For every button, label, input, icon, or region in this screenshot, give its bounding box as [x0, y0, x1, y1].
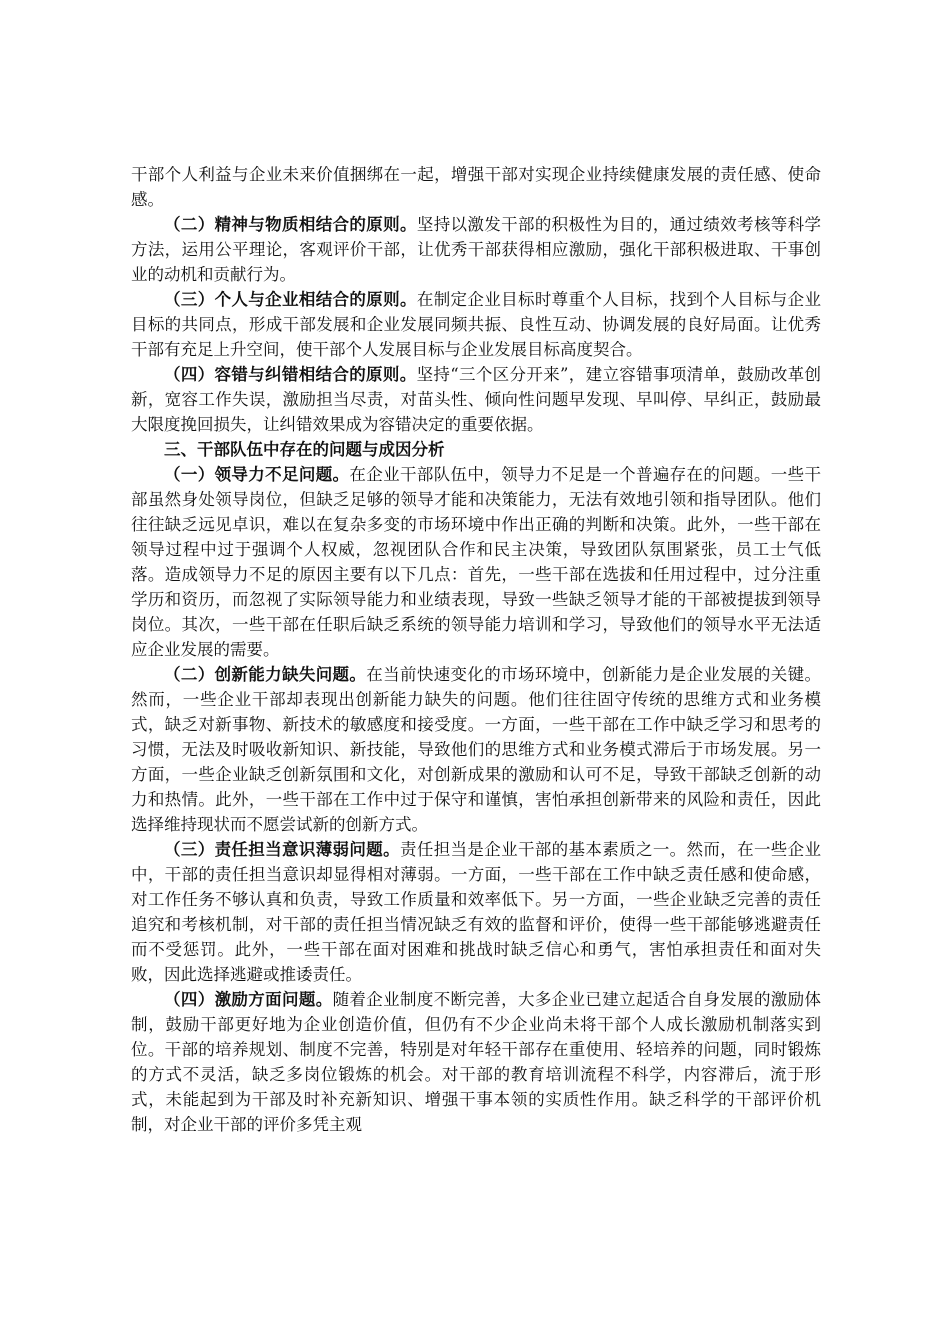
principle-3-paragraph: [131, 287, 821, 362]
section-heading: 三、干部队伍中存在的问题与成因分析: [164, 440, 445, 459]
problem-1-body: 在企业干部队伍中，领导力不足是一个普遍存在的问题。一些干部虽然身处领导岗位，但缺乏足够的领导才能和决策能力，无法有效地引领和指导团队。他们往往缺乏远见卓识，难以在复杂多变的市场环境中作出正确的判断和决策。此外，一些干部在领导过程中过于强调个人权威，忽视团队合作和民主决策，导致团队氛围紧张，员工士气低落。造成领导力不足的原因主要有以下几点：首先，一些干部在选拔和任用过程中，过分注重学历和资历，而忽视了实际领导能力和业绩表现，导致一些缺乏领导才能的干部被提拔到领导岗位。其次，一些干部在任职后缺乏系统的领导能力培训和学习，导致他们的领导水平无法适应企业发展的需要。: [131, 465, 822, 659]
principle-2-body: 坚持以激发干部的积极性为目的，通过绩效考核等科学方法，运用公平理论，客观评价干部，让优秀干部获得相应激励，强化干部积极进取、干事创业的动机和贡献行为。: [131, 215, 822, 284]
principle-3-body: 在制定企业目标时尊重个人目标，找到个人目标与企业目标的共同点，形成干部发展和企业发展同频共振、良性互动、协调发展的良好局面。让优秀干部有充足上升空间，使干部个人发展目标与企业发展目标高度契合。: [131, 290, 822, 359]
problem-4-body: 随着企业制度不断完善，大多企业已建立起适合自身发展的激励体制，鼓励干部更好地为企业创造价值，但仍有不少企业尚未将干部个人成长激励机制落实到位。干部的培养规划、制度不完善，特别是对年轻干部存在重使用、轻培养的问题，同时锻炼的方式不灵活，缺乏多岗位锻炼的机会。对干部的教育培训流程不科学，内容滞后，流于形式，未能起到为干部及时补充新知识、增强干事本领的实质性作用。缺乏科学的干部评价机制，对企业干部的评价多凭主观: [131, 990, 822, 1134]
document-page: [131, 162, 821, 1137]
principle-2-paragraph: [131, 212, 821, 287]
principle-2-lead: （二）精神与物质相结合的原则。: [164, 215, 417, 234]
principle-4-paragraph: [131, 362, 821, 437]
problem-1-lead: （一）领导力不足问题。: [164, 465, 350, 484]
problem-4-lead: （四）激励方面问题。: [164, 990, 333, 1009]
problem-3-lead: （三）责任担当意识薄弱问题。: [164, 840, 400, 859]
problem-3-body: 责任担当是企业干部的基本素质之一。然而，在一些企业中，干部的责任担当意识却显得相对薄弱。一方面，一些干部在工作中缺乏责任感和使命感，对工作任务不够认真和负责，导致工作质量和效率低下。另一方面，一些企业缺乏完善的责任追究和考核机制，对干部的责任担当情况缺乏有效的监督和评价，使得一些干部能够逃避责任而不受惩罚。此外，一些干部在面对困难和挑战时缺乏信心和勇气，害怕承担责任和面对失败，因此选择逃避或推诿责任。: [131, 840, 822, 984]
problem-2-paragraph: [131, 662, 821, 837]
problem-2-body: 在当前快速变化的市场环境中，创新能力是企业发展的关键。然而，一些企业干部却表现出创新能力缺失的问题。他们往往固守传统的思维方式和业务模式，缺乏对新事物、新技术的敏感度和接受度。一方面，一些干部在工作中缺乏学习和思考的习惯，无法及时吸收新知识、新技能，导致他们的思维方式和业务模式滞后于市场发展。另一方面，一些企业缺乏创新氛围和文化，对创新成果的激励和认可不足，导致干部缺乏创新的动力和热情。此外，一些干部在工作中过于保守和谨慎，害怕承担创新带来的风险和责任，因此选择维持现状而不愿尝试新的创新方式。: [131, 665, 822, 834]
principle-4-body: 坚持“三个区分开来”，建立容错事项清单，鼓励改革创新，宽容工作失误，激励担当尽责，对苗头性、倾向性问题早发现、早叫停、早纠正，鼓励最大限度挽回损失，让纠错效果成为容错决定的重要依据。: [131, 365, 822, 434]
problem-1-paragraph: [131, 462, 821, 662]
problem-2-lead: （二）创新能力缺失问题。: [164, 665, 367, 684]
intro-tail-paragraph: 干部个人利益与企业未来价值捆绑在一起，增强干部对实现企业持续健康发展的责任感、使命感。: [131, 165, 821, 209]
principle-3-lead: （三）个人与企业相结合的原则。: [164, 290, 417, 309]
problem-4-paragraph: [131, 987, 821, 1137]
principle-4-lead: （四）容错与纠错相结合的原则。: [164, 365, 417, 384]
problem-3-paragraph: [131, 837, 821, 987]
